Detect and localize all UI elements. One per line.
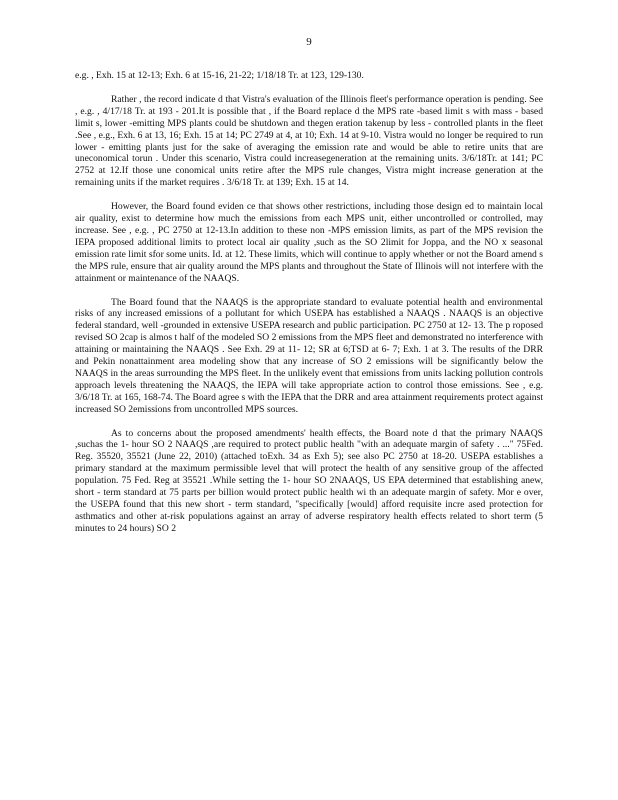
paragraph-other-restrictions: However, the Board found eviden ce that shows other restrictions, including those design ed to maintain local air quality, exist to determine how much the emissions from each MPS unit, either uncontrolled or controlled, may increase. See , e.g. , PC 2750 at 12-13.In addition to these non -MPS emission limits, as part of the MPS revision the IEPA proposed additional limits to protect local air quality ,such as the SO 2limit for Joppa, and the NO x seasonal emission rate limit sfor some units. Id. at 12. These limits, which will continue to apply whether or not the Board amend s the MPS rule, ensure that air quality around the MPS plants and throughout the State of Illinois will not interfere with the attainment or maintenance of the NAAQS. [75,201,543,284]
body-text [75,70,543,547]
paragraph-vistra-evaluation: Rather , the record indicate d that Vistra's evaluation of the Illinois fleet's performance operation is pending. See , e.g. , 4/17/18 Tr. at 193 - 201.It is possible that , if the Board replace d the MPS rate -based limit s with mass - based limit s, lower -emitting MPS plants could be shutdown and thegen eration takenup by less - controlled plants in the fleet .See , e.g., Exh. 6 at 13, 16; Exh. 15 at 14; PC 2749 at 4, at 10; Exh. 14 at 9-10. Vistra would no longer be required to run lower - emitting plants just for the sake of averaging the emission rate and would be able to retire units that are uneconomical torun . Under this scenario, Vistra could increasegeneration at the remaining units. 3/6/18Tr. at 141; PC 2752 at 12.If those une conomical units retire after the MPS rule changes, Vistra might increase generation at the remaining units if the market requires . 3/6/18 Tr. at 139; Exh. 15 at 14. [75,93,543,189]
paragraph-citation-continuation: e.g. , Exh. 15 at 12-13; Exh. 6 at 15-16, 21-22; 1/18/18 Tr. at 123, 129-130. [75,70,364,81]
paragraph-naaqs-standard: The Board found that the NAAQS is the appropriate standard to evaluate potential health and environmental risks of any increased emissions of a pollutant for which USEPA has established a NAAQS . NAAQS is an objective federal standard, well -grounded in extensive USEPA research and public participation. PC 2750 at 12- 13. The p roposed revised SO 2cap is almos t half of the modeled SO 2 emissions from the MPS fleet and demonstrated no interference with attaining or maintaining the NAAQS . See Exh. 29 at 11- 12; SR at 6;TSD at 6- 7; Exh. 1 at 3. The results of the DRR and Pekin nonattainment area modeling show that any increase of SO 2 emissions will be significantly below the NAAQS in the areas surrounding the MPS fleet. In the unlikely event that emissions from units lacking pollution controls approach levels threatening the NAAQS, the IEPA will take appropriate action to control those emissions. See , e.g. 3/6/18 Tr. at 165, 168-74. The Board agree s with the IEPA that the DRR and area attainment requirements protect against increased SO 2emissions from uncontrolled MPS sources. [75,296,543,415]
paragraph-health-effects: As to concerns about the proposed amendments' health effects, the Board note d that the primary NAAQS ,suchas the 1- hour SO 2 NAAQS ,are required to protect public health "with an adequate margin of safety . ..." 75Fed. Reg. 35520, 35521 (June 22, 2010) (attached toExh. 34 as Exh 5); see also PC 2750 at 18-20. USEPA establishes a primary standard at the maximum permissible level that will protect the health of any sensitive group of the affected population. 75 Fed. Reg at 35521 .While setting the 1- hour SO 2NAAQS, US EPA determined that establishing anew, short - term standard at 75 parts per billion would protect public health wi th an adequate margin of safety. Mor e over, the USEPA found that this new short - term standard, "specifically [would] afford requisite incre ased protection for asthmatics and other at-risk populations against an array of adverse respiratory health effects related to short term (5 minutes to 24 hours) SO 2 [75,427,543,534]
page-number: 9 [306,36,312,48]
